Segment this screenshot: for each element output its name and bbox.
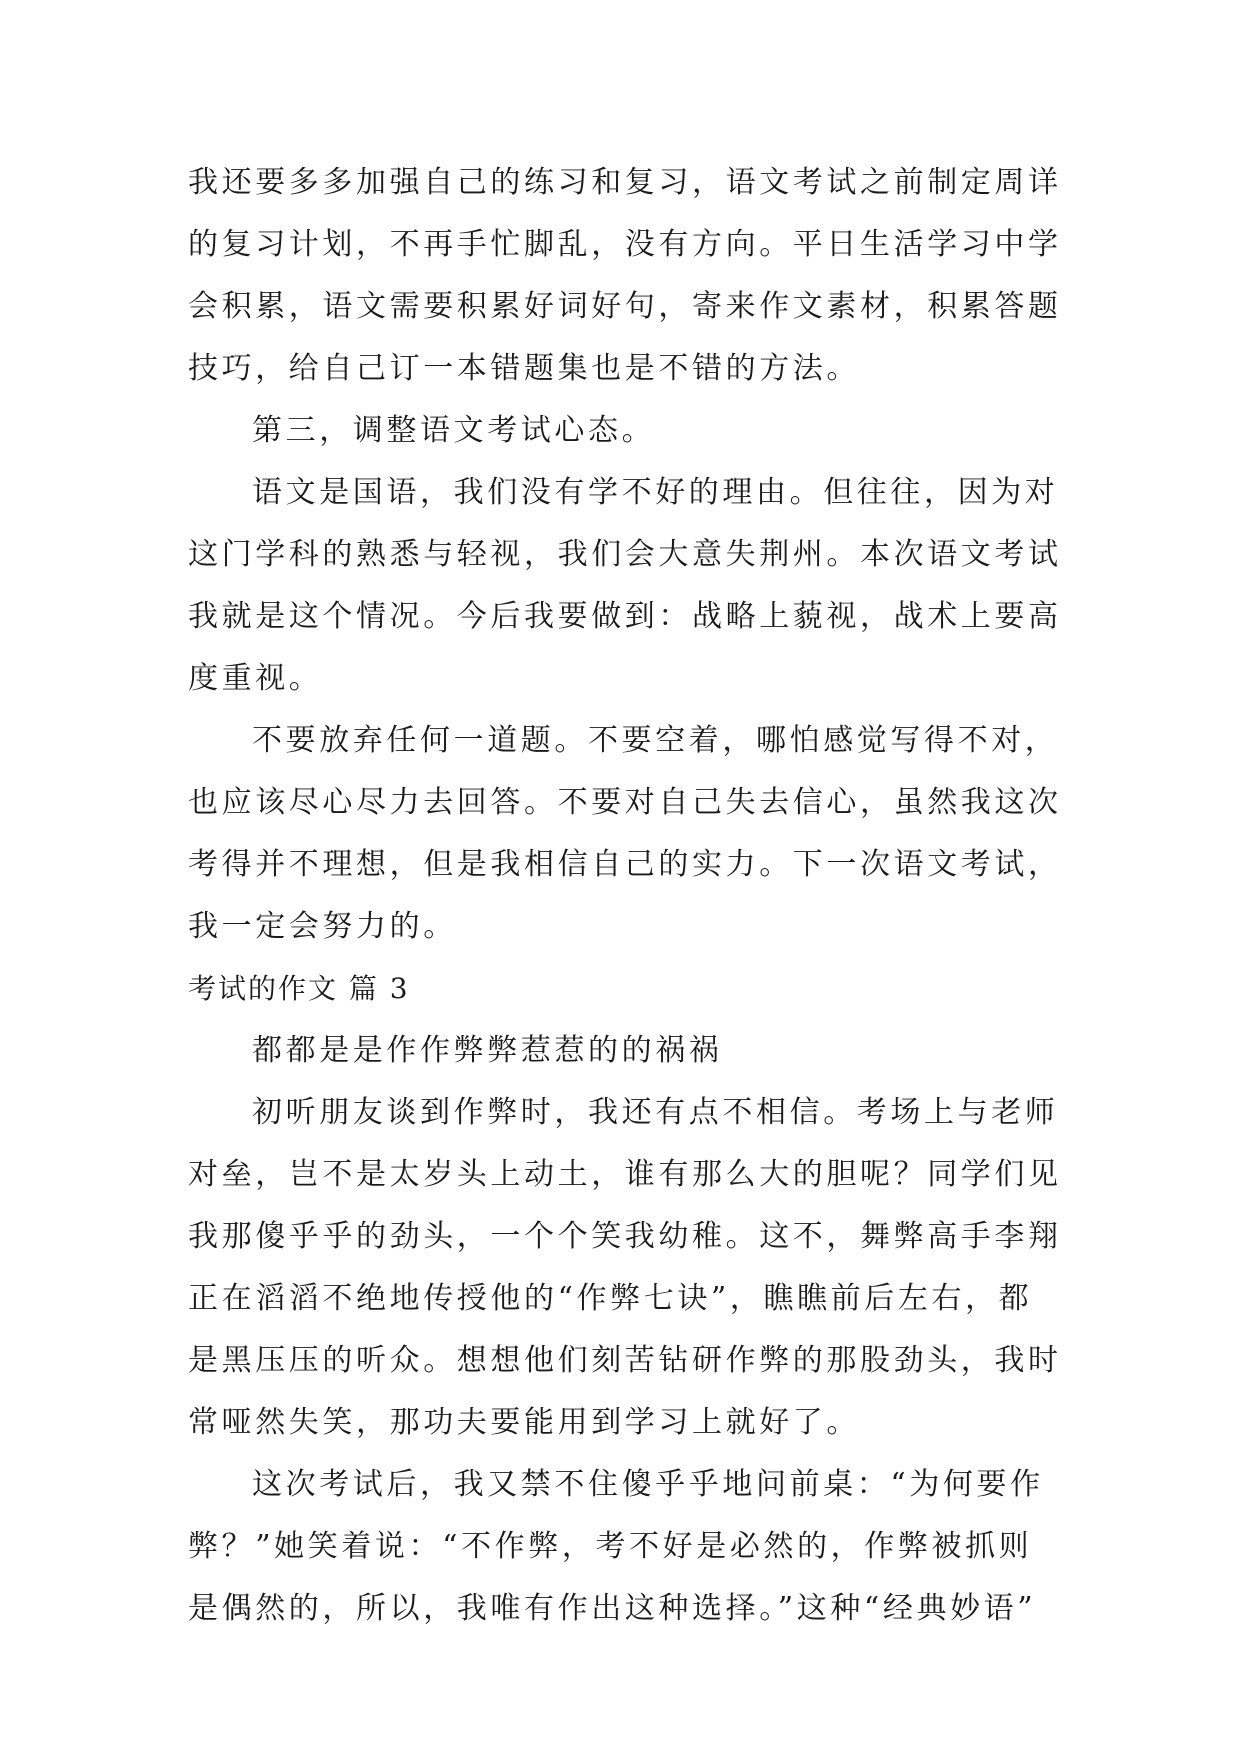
paragraph-line: 对垒，岂不是太岁头上动土，谁有那么大的胆呢？同学们见 bbox=[188, 1157, 1062, 1192]
document-body bbox=[188, 152, 1068, 1640]
paragraph-line: 第三，调整语文考试心态。 bbox=[252, 413, 656, 448]
paragraph-line: 语文是国语，我们没有学不好的理由。但往往，因为对 bbox=[252, 475, 1059, 510]
paragraph-line: 这门学科的熟悉与轻视，我们会大意失荆州。本次语文考试 bbox=[188, 537, 1062, 572]
paragraph-line: 考得并不理想，但是我相信自己的实力。下一次语文考试， bbox=[188, 847, 1062, 882]
paragraph-line: 的复习计划，不再手忙脚乱，没有方向。平日生活学习中学 bbox=[188, 227, 1062, 262]
paragraph-line: 是黑压压的听众。想想他们刻苦钻研作弊的那股劲头，我时 bbox=[188, 1343, 1062, 1378]
paragraph-line: 这次考试后，我又禁不住傻乎乎地问前桌：“为何要作 bbox=[252, 1467, 1044, 1502]
paragraph-line: 度重视。 bbox=[188, 661, 323, 696]
paragraph-line: 我就是这个情况。今后我要做到：战略上藐视，战术上要高 bbox=[188, 599, 1062, 634]
paragraph-line: 会积累，语文需要积累好词好句，寄来作文素材，积累答题 bbox=[188, 289, 1062, 324]
paragraph-line: 弊？”她笑着说：“不作弊，考不好是必然的，作弊被抓则 bbox=[188, 1529, 1033, 1564]
paragraph-line: 我那傻乎乎的劲头，一个个笑我幼稚。这不，舞弊高手李翔 bbox=[188, 1219, 1062, 1254]
paragraph-line: 正在滔滔不绝地传授他的“作弊七诀”，瞧瞧前后左右，都 bbox=[188, 1281, 1033, 1316]
section-heading: 考试的作文 篇 3 bbox=[188, 972, 410, 1005]
paragraph-line: 我还要多多加强自己的练习和复习，语文考试之前制定周详 bbox=[188, 165, 1062, 200]
paragraph-line: 初听朋友谈到作弊时，我还有点不相信。考场上与老师 bbox=[252, 1095, 1059, 1130]
paragraph-line: 技巧，给自己订一本错题集也是不错的方法。 bbox=[188, 351, 860, 386]
paragraph-line: 不要放弃任何一道题。不要空着，哪怕感觉写得不对， bbox=[252, 723, 1059, 758]
paragraph-line: 是偶然的，所以，我唯有作出这种选择。”这种“经典妙语” bbox=[188, 1591, 1037, 1626]
article-title: 都都是是作作弊弊惹惹的的祸祸 bbox=[252, 1033, 723, 1068]
paragraph-line: 也应该尽心尽力去回答。不要对自己失去信心，虽然我这次 bbox=[188, 785, 1062, 820]
paragraph-line: 常哑然失笑，那功夫要能用到学习上就好了。 bbox=[188, 1405, 860, 1440]
paragraph-line: 我一定会努力的。 bbox=[188, 909, 457, 944]
